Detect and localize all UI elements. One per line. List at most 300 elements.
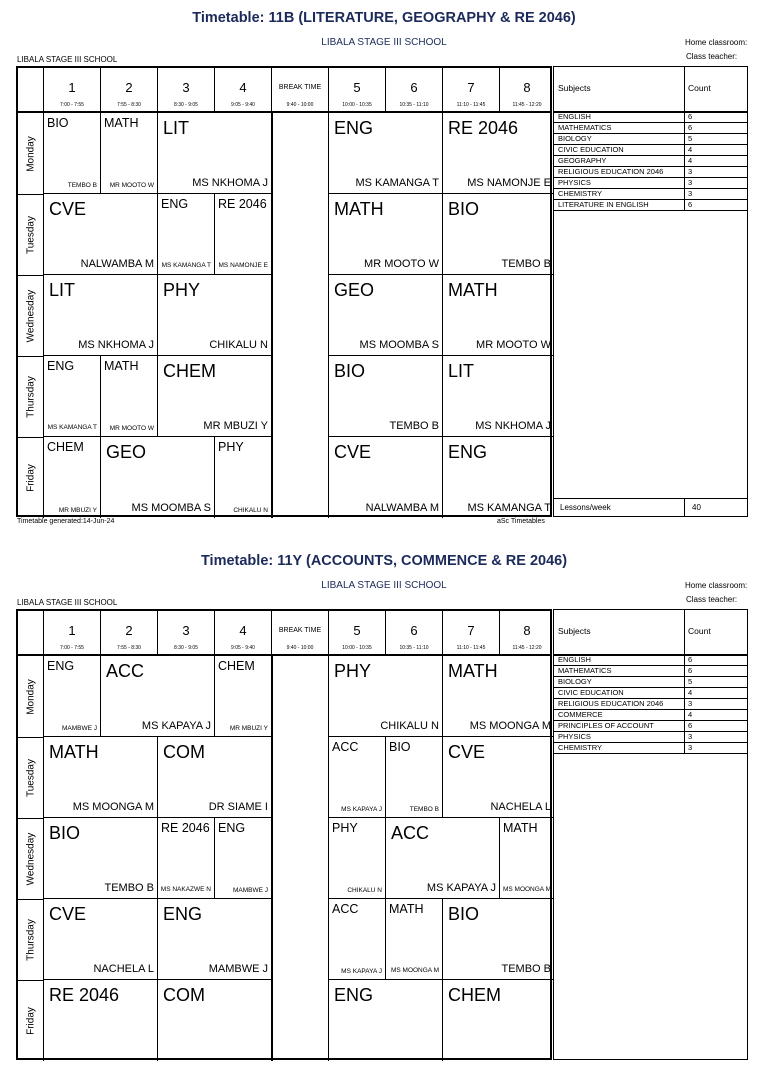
lesson-subject: GEO	[106, 442, 147, 462]
lesson-cell[interactable]	[158, 899, 272, 980]
lesson-subject: ENG	[218, 821, 246, 835]
lesson-cell[interactable]	[101, 437, 215, 518]
lesson-teacher: MS KAMANGA T	[467, 502, 551, 514]
period-header	[443, 68, 500, 112]
period-time: 11:10 - 11:45	[456, 102, 486, 108]
lesson-cell[interactable]	[215, 818, 272, 899]
day-label-friday: Friday	[25, 1006, 36, 1035]
lesson-subject: ENG	[448, 442, 488, 462]
lesson-cell[interactable]	[158, 356, 272, 437]
lesson-subject: ACC	[391, 823, 430, 843]
subject-name: GEOGRAPHY	[558, 156, 607, 165]
lesson-cell[interactable]	[443, 737, 554, 818]
lesson-subject: CHEM	[448, 985, 501, 1005]
lesson-teacher: TEMBO B	[409, 806, 439, 813]
lesson-cell[interactable]	[215, 194, 272, 275]
subject-name: CHEMISTRY	[558, 743, 603, 752]
lesson-cell[interactable]	[386, 899, 443, 980]
lesson-teacher: MR MBUZI Y	[229, 725, 268, 732]
day-divider	[18, 356, 44, 357]
lesson-cell[interactable]	[329, 113, 443, 194]
subject-name: CHEMISTRY	[558, 189, 603, 198]
subject-count: 3	[688, 732, 693, 741]
lesson-subject: GEO	[334, 280, 375, 300]
subject-row	[554, 721, 747, 732]
subject-count: 4	[688, 145, 693, 154]
day-divider	[18, 275, 44, 276]
lesson-cell[interactable]	[443, 113, 554, 194]
subject-row	[554, 710, 747, 721]
subject-row	[554, 732, 747, 743]
period-number: 7	[467, 623, 475, 638]
period-header	[386, 68, 443, 112]
subject-row	[554, 677, 747, 688]
break-label: BREAK TIME	[278, 627, 322, 634]
lesson-cell[interactable]	[44, 980, 158, 1061]
period-header	[215, 68, 272, 112]
period-number: 1	[68, 80, 76, 95]
period-header	[443, 611, 500, 655]
day-divider	[18, 899, 44, 900]
day-label-cell	[18, 818, 44, 899]
day-label-tuesday: Tuesday	[25, 215, 36, 254]
subject-row	[554, 655, 747, 666]
lessons-divider	[684, 499, 685, 516]
lesson-subject: BIO	[47, 116, 69, 130]
subject-count: 6	[688, 123, 693, 132]
lesson-teacher: MR MBUZI Y	[203, 420, 268, 432]
lesson-subject: CHEM	[47, 440, 84, 454]
subject-name: BIOLOGY	[558, 677, 592, 686]
period-number: 1	[68, 623, 76, 638]
lesson-teacher: MAMBWE J	[61, 725, 97, 732]
day-label-cell	[18, 980, 44, 1061]
period-number: 6	[410, 80, 418, 95]
subject-row	[554, 666, 747, 677]
period-time: 10:35 - 11:10	[399, 102, 429, 108]
period-time: 8:30 - 9:05	[174, 645, 198, 651]
lesson-teacher: TEMBO B	[104, 882, 154, 894]
lesson-cell[interactable]	[158, 194, 215, 275]
software-credit: aSc Timetables	[497, 518, 545, 525]
lesson-cell[interactable]	[329, 437, 443, 518]
subject-row	[554, 112, 747, 123]
lesson-cell[interactable]	[329, 656, 443, 737]
day-label-tuesday: Tuesday	[25, 758, 36, 797]
lesson-cell[interactable]	[44, 194, 158, 275]
lesson-teacher: MS MOONGA M	[469, 720, 551, 732]
day-divider	[18, 818, 44, 819]
day-label-cell	[18, 275, 44, 356]
subject-count: 6	[688, 112, 693, 121]
subject-row	[554, 178, 747, 189]
subject-row	[554, 134, 747, 145]
lesson-teacher: MS MOONGA M	[502, 886, 551, 893]
school-name-left: LIBALA STAGE III SCHOOL	[17, 598, 118, 607]
lesson-subject: LIT	[448, 361, 475, 381]
subject-row	[554, 167, 747, 178]
lesson-teacher: MS KAPAYA J	[341, 968, 382, 975]
lesson-cell[interactable]	[44, 437, 101, 518]
lesson-teacher: TEMBO B	[389, 420, 439, 432]
lesson-teacher: TEMBO B	[501, 963, 551, 975]
lesson-cell[interactable]	[44, 113, 101, 194]
period-number: 5	[353, 623, 361, 638]
subject-row	[554, 200, 747, 211]
period-header	[500, 68, 554, 112]
subject-count: 3	[688, 178, 693, 187]
period-time: 10:00 - 10:35	[342, 102, 372, 108]
lesson-subject: MATH	[389, 902, 424, 916]
home-classroom-label: Home classroom:	[685, 38, 748, 47]
subject-count: 4	[688, 688, 693, 697]
subjects-panel	[553, 609, 748, 1060]
subject-name: CIVIC EDUCATION	[558, 688, 624, 697]
subject-name: CIVIC EDUCATION	[558, 145, 624, 154]
period-time: 8:30 - 9:05	[174, 102, 198, 108]
lesson-teacher: MS NAMONJE E	[467, 177, 551, 189]
lesson-teacher: MR MBUZI Y	[58, 507, 97, 514]
lesson-cell[interactable]	[158, 113, 272, 194]
lessons-per-week-label: Lessons/week	[560, 503, 611, 512]
day-label-cell	[18, 194, 44, 275]
subject-name: LITERATURE IN ENGLISH	[558, 200, 649, 209]
class-teacher-label: Class teacher:	[686, 595, 738, 604]
lesson-teacher: MR MOOTO W	[109, 182, 154, 189]
subject-name: PHYSICS	[558, 178, 591, 187]
subject-row	[554, 123, 747, 134]
lesson-teacher: MS KAPAYA J	[341, 806, 382, 813]
lesson-cell[interactable]	[44, 818, 158, 899]
subjects-header	[554, 67, 747, 113]
lesson-subject: RE 2046	[218, 197, 267, 211]
lesson-teacher: MR MOOTO W	[476, 339, 551, 351]
lesson-subject: RE 2046	[448, 118, 519, 138]
lesson-subject: ENG	[161, 197, 189, 211]
period-header	[329, 68, 386, 112]
subject-count: 3	[688, 189, 693, 198]
lesson-cell[interactable]	[329, 275, 443, 356]
lesson-subject: MATH	[334, 199, 384, 219]
lesson-subject: ENG	[163, 904, 203, 924]
count-header-label: Count	[688, 626, 711, 636]
lesson-teacher: MR MOOTO W	[109, 425, 154, 432]
timetable-title: Timetable: 11B (LITERATURE, GEOGRAPHY & RE 2046)	[192, 10, 576, 26]
day-label-monday: Monday	[25, 678, 36, 715]
lesson-cell[interactable]	[443, 656, 554, 737]
break-label: BREAK TIME	[278, 84, 322, 91]
lesson-teacher: MS NAKAZWE N	[160, 886, 211, 893]
lesson-subject: PHY	[332, 821, 358, 835]
grid-corner	[18, 68, 44, 112]
period-time: 7:00 - 7:55	[60, 645, 84, 651]
lesson-subject: CVE	[448, 742, 486, 762]
lesson-subject: CHEM	[163, 361, 216, 381]
lesson-cell[interactable]	[215, 656, 272, 737]
subject-name: RELIGIOUS EDUCATION 2046	[558, 699, 664, 708]
timetable-grid	[16, 66, 552, 517]
lesson-subject: PHY	[334, 661, 372, 681]
day-label-cell	[18, 656, 44, 737]
lesson-teacher: CHIKALU N	[347, 887, 382, 894]
timetable-grid	[16, 609, 552, 1060]
timetable-sheet	[0, 543, 768, 1073]
day-divider	[18, 980, 44, 981]
subjects-header	[554, 610, 747, 656]
subject-row	[554, 743, 747, 754]
break-time: 9:40 - 10:00	[286, 102, 314, 108]
lesson-teacher: MS MOONGA M	[390, 967, 439, 974]
subject-name: PRINCIPLES OF ACCOUNT	[558, 721, 654, 730]
school-name: LIBALA STAGE III SCHOOL	[321, 580, 447, 591]
lesson-subject: ENG	[47, 659, 75, 673]
subject-row-divider	[554, 210, 747, 211]
lesson-teacher: NALWAMBA M	[80, 258, 154, 270]
lesson-cell[interactable]	[386, 818, 500, 899]
day-label-thursday: Thursday	[25, 918, 36, 961]
day-label-monday: Monday	[25, 135, 36, 172]
lesson-subject: BIO	[448, 199, 480, 219]
lesson-cell[interactable]	[329, 899, 386, 980]
lesson-teacher: DR SIAME I	[208, 801, 268, 813]
lesson-teacher: CHIKALU N	[209, 339, 268, 351]
lesson-teacher: MR MOOTO W	[364, 258, 439, 270]
lesson-teacher: MS KAMANGA T	[355, 177, 439, 189]
day-label-cell	[18, 356, 44, 437]
lesson-teacher: NALWAMBA M	[365, 502, 439, 514]
grid-corner	[18, 611, 44, 655]
lesson-teacher: TEMBO B	[501, 258, 551, 270]
subject-name: COMMERCE	[558, 710, 603, 719]
lesson-cell[interactable]	[44, 356, 101, 437]
subject-count: 5	[688, 134, 693, 143]
period-header	[44, 611, 101, 655]
lesson-cell[interactable]	[386, 737, 443, 818]
lesson-cell[interactable]	[44, 656, 101, 737]
lesson-subject: CVE	[49, 904, 87, 924]
lesson-subject: CVE	[49, 199, 87, 219]
lesson-cell[interactable]	[329, 980, 443, 1061]
subject-count: 4	[688, 156, 693, 165]
lesson-subject: RE 2046	[49, 985, 120, 1005]
lesson-subject: ENG	[334, 118, 374, 138]
subject-count: 6	[688, 200, 693, 209]
subjects-header-divider	[684, 67, 685, 111]
period-number: 2	[125, 80, 133, 95]
lesson-teacher: MS KAMANGA T	[47, 424, 97, 431]
lesson-subject: BIO	[334, 361, 366, 381]
day-divider	[18, 194, 44, 195]
lesson-teacher: NACHELA L	[490, 801, 551, 813]
lesson-cell[interactable]	[329, 818, 386, 899]
period-number: 7	[467, 80, 475, 95]
lesson-subject: LIT	[163, 118, 190, 138]
lesson-cell[interactable]	[44, 275, 158, 356]
subject-row-divider	[554, 753, 747, 754]
period-header	[329, 611, 386, 655]
period-header	[101, 611, 158, 655]
break-time: 9:40 - 10:00	[286, 645, 314, 651]
lesson-subject: BIO	[49, 823, 81, 843]
subject-count: 6	[688, 666, 693, 675]
lesson-cell[interactable]	[101, 356, 158, 437]
period-header	[158, 611, 215, 655]
subject-row	[554, 145, 747, 156]
period-time: 11:45 - 12:20	[512, 645, 542, 651]
lesson-cell[interactable]	[329, 737, 386, 818]
lesson-cell[interactable]	[158, 737, 272, 818]
period-time: 10:00 - 10:35	[342, 645, 372, 651]
lesson-teacher: MS MOONGA M	[72, 801, 154, 813]
lesson-cell[interactable]	[443, 194, 554, 275]
lesson-subject: PHY	[218, 440, 244, 454]
day-label-wednesday: Wednesday	[25, 289, 36, 342]
subject-count: 6	[688, 721, 693, 730]
day-label-cell	[18, 113, 44, 194]
lesson-subject: ACC	[332, 902, 359, 916]
lesson-subject: CVE	[334, 442, 372, 462]
subject-name: RELIGIOUS EDUCATION 2046	[558, 167, 664, 176]
lesson-subject: MATH	[448, 280, 498, 300]
subject-row	[554, 189, 747, 200]
period-header	[500, 611, 554, 655]
lesson-subject: ENG	[334, 985, 374, 1005]
period-number: 4	[239, 80, 247, 95]
period-number: 6	[410, 623, 418, 638]
day-divider	[18, 737, 44, 738]
lesson-subject: BIO	[389, 740, 411, 754]
break-column	[272, 656, 329, 1061]
break-column	[272, 113, 329, 518]
subjects-header-label: Subjects	[558, 626, 591, 636]
school-name: LIBALA STAGE III SCHOOL	[321, 37, 447, 48]
lessons-per-week-row	[554, 498, 747, 516]
lesson-cell[interactable]	[44, 899, 158, 980]
lesson-subject: MATH	[104, 116, 139, 130]
period-header	[386, 611, 443, 655]
subject-count: 5	[688, 677, 693, 686]
lesson-cell[interactable]	[44, 737, 158, 818]
period-time: 7:55 - 8:30	[117, 102, 141, 108]
subject-count: 3	[688, 699, 693, 708]
lesson-cell[interactable]	[158, 275, 272, 356]
lesson-subject: CHEM	[218, 659, 255, 673]
lesson-subject: COM	[163, 742, 205, 762]
lesson-teacher: MS KAMANGA T	[161, 262, 211, 269]
timetable-sheet	[0, 0, 768, 530]
period-header	[215, 611, 272, 655]
period-number: 3	[182, 623, 190, 638]
generated-date: Timetable generated:14-Jun-24	[17, 518, 115, 525]
lesson-teacher: MS KAPAYA J	[141, 720, 211, 732]
school-name-left: LIBALA STAGE III SCHOOL	[17, 55, 118, 64]
period-time: 7:55 - 8:30	[117, 645, 141, 651]
count-header-label: Count	[688, 83, 711, 93]
lesson-subject: MATH	[49, 742, 99, 762]
period-number: 8	[523, 80, 531, 95]
period-header	[158, 68, 215, 112]
lesson-subject: MATH	[104, 359, 139, 373]
lesson-cell[interactable]	[101, 656, 215, 737]
subject-count: 3	[688, 743, 693, 752]
lesson-teacher: MAMBWE J	[232, 887, 268, 894]
day-label-cell	[18, 437, 44, 518]
period-number: 2	[125, 623, 133, 638]
subject-row	[554, 699, 747, 710]
period-number: 4	[239, 623, 247, 638]
period-number: 3	[182, 80, 190, 95]
lesson-teacher: MS KAPAYA J	[426, 882, 496, 894]
period-header	[101, 68, 158, 112]
break-header	[272, 611, 329, 655]
period-time: 9:05 - 9:40	[231, 102, 255, 108]
period-time: 11:10 - 11:45	[456, 645, 486, 651]
lesson-subject: MATH	[448, 661, 498, 681]
lesson-cell[interactable]	[443, 356, 554, 437]
lesson-teacher: MAMBWE J	[208, 963, 268, 975]
lesson-teacher: MS MOOMBA S	[359, 339, 439, 351]
lesson-teacher: MS NKHOMA J	[78, 339, 154, 351]
period-time: 10:35 - 11:10	[399, 645, 429, 651]
day-label-cell	[18, 899, 44, 980]
subject-count: 4	[688, 710, 693, 719]
lesson-teacher: MS NAMONJE E	[218, 262, 268, 269]
period-number: 5	[353, 80, 361, 95]
home-classroom-label: Home classroom:	[685, 581, 748, 590]
subject-row	[554, 156, 747, 167]
timetable-title: Timetable: 11Y (ACCOUNTS, COMMENCE & RE 2046)	[200, 553, 568, 569]
lesson-cell[interactable]	[101, 113, 158, 194]
class-teacher-label: Class teacher:	[686, 52, 738, 61]
subject-count: 3	[688, 167, 693, 176]
subject-name: BIOLOGY	[558, 134, 592, 143]
subject-name: MATHEMATICS	[558, 123, 612, 132]
subjects-header-label: Subjects	[558, 83, 591, 93]
lesson-subject: PHY	[163, 280, 201, 300]
lesson-subject: BIO	[448, 904, 480, 924]
lesson-teacher: CHIKALU N	[233, 507, 268, 514]
lesson-cell[interactable]	[329, 194, 443, 275]
lesson-subject: COM	[163, 985, 205, 1005]
lesson-subject: ACC	[332, 740, 359, 754]
lesson-teacher: CHIKALU N	[380, 720, 439, 732]
period-header	[44, 68, 101, 112]
lesson-cell[interactable]	[443, 980, 554, 1061]
lesson-cell[interactable]	[443, 899, 554, 980]
day-label-thursday: Thursday	[25, 375, 36, 418]
subjects-panel	[553, 66, 748, 517]
lesson-cell[interactable]	[215, 437, 272, 518]
period-number: 8	[523, 623, 531, 638]
subject-count: 6	[688, 655, 693, 664]
lesson-subject: ACC	[106, 661, 145, 681]
subject-row	[554, 688, 747, 699]
lesson-subject: ENG	[47, 359, 75, 373]
lesson-cell[interactable]	[443, 437, 554, 518]
break-header	[272, 68, 329, 112]
lesson-teacher: TEMBO B	[67, 182, 97, 189]
lesson-cell[interactable]	[329, 356, 443, 437]
lesson-teacher: MS NKHOMA J	[475, 420, 551, 432]
lesson-cell[interactable]	[443, 275, 554, 356]
lesson-subject: MATH	[503, 821, 538, 835]
lesson-cell[interactable]	[158, 980, 272, 1061]
lesson-cell[interactable]	[500, 818, 554, 899]
lesson-subject: LIT	[49, 280, 76, 300]
period-time: 7:00 - 7:55	[60, 102, 84, 108]
lesson-cell[interactable]	[158, 818, 215, 899]
period-time: 11:45 - 12:20	[512, 102, 542, 108]
